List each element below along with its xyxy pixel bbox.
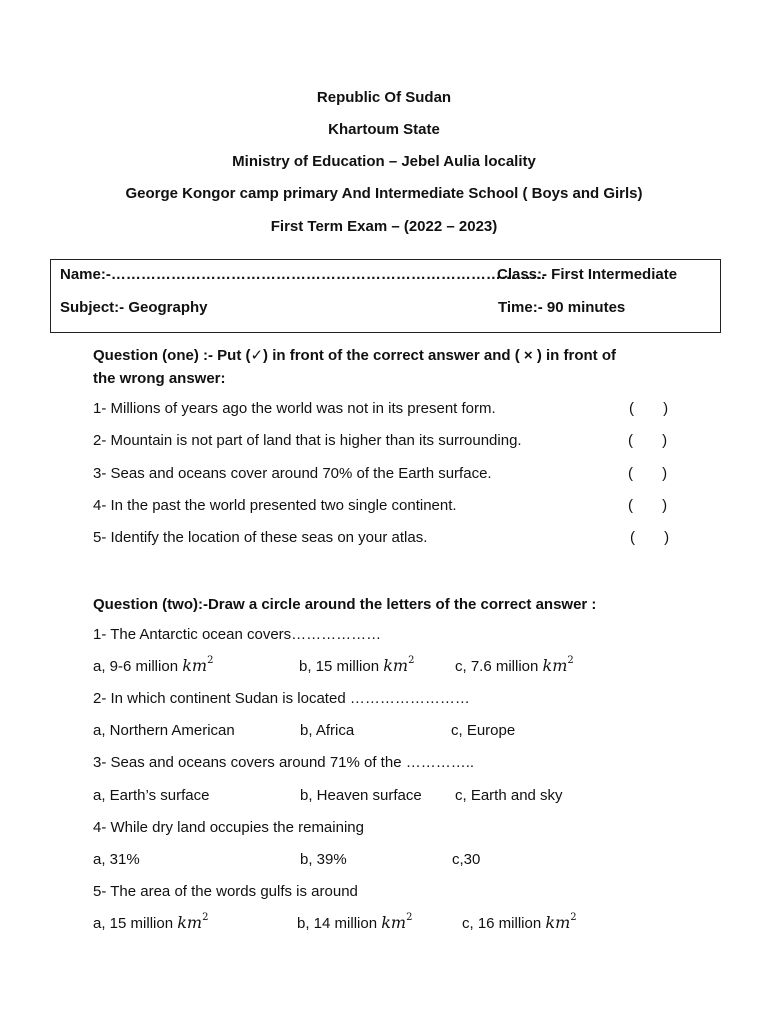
q2-question-1: 1- The Antarctic ocean covers………………	[93, 626, 382, 643]
unit-km2: $km^2$	[381, 911, 413, 932]
subject-label: Subject:- Geography	[60, 299, 208, 316]
option-text: a, 9-6 million	[93, 658, 179, 675]
q2-question-2: 2- In which continent Sudan is located ……………………	[93, 690, 470, 707]
q1-item-2: 2- Mountain is not part of land that is higher than its surrounding.	[93, 432, 522, 449]
q2-5-option-c[interactable]	[462, 913, 577, 932]
header-exam: First Term Exam – (2022 – 2023)	[270, 218, 498, 235]
option-text: b, 15 million	[299, 658, 380, 675]
header-country: Republic Of Sudan	[316, 89, 452, 106]
q1-item-5: 5- Identify the location of these seas on your atlas.	[93, 529, 428, 546]
q1-answer-blank-2[interactable]: ( )	[628, 432, 668, 449]
header-state: Khartoum State	[328, 121, 440, 138]
q1-item-1: 1- Millions of years ago the world was not in its present form.	[93, 400, 496, 417]
q2-4-option-a[interactable]: a, 31%	[93, 851, 140, 868]
q2-5-option-b[interactable]	[297, 913, 412, 932]
q2-1-option-a[interactable]	[93, 656, 213, 675]
question-one-title-line2: the wrong answer:	[93, 370, 226, 387]
option-text: b, 14 million	[297, 915, 378, 932]
q1-answer-blank-3[interactable]: ( )	[628, 465, 668, 482]
option-text: c, 16 million	[462, 915, 542, 932]
q2-1-option-c[interactable]	[455, 656, 574, 675]
question-one-title	[93, 344, 616, 390]
option-text: a, 15 million	[93, 915, 174, 932]
class-label: Class:- First Intermediate	[497, 266, 678, 283]
q1-answer-blank-5[interactable]: ( )	[630, 529, 670, 546]
q1-answer-blank-4[interactable]: ( )	[628, 497, 668, 514]
q1-item-4: 4- In the past the world presented two single continent.	[93, 497, 457, 514]
unit-km2: $km^2$	[383, 654, 415, 675]
q2-5-option-a[interactable]	[93, 913, 208, 932]
unit-km2: $km^2$	[177, 911, 209, 932]
unit-km2: $km^2$	[182, 654, 214, 675]
q2-4-option-b[interactable]: b, 39%	[300, 851, 347, 868]
header-school: George Kongor camp primary And Intermediate School ( Boys and Girls)	[125, 185, 643, 202]
q2-2-option-c[interactable]: c, Europe	[451, 722, 516, 739]
q2-3-option-c[interactable]: c, Earth and sky	[455, 787, 563, 804]
question-one-title-line1: Question (one) :- Put (✓) in front of the correct answer and ( × ) in front of	[93, 347, 616, 364]
q2-question-5: 5- The area of the words gulfs is around	[93, 883, 358, 900]
q2-question-3: 3- Seas and oceans covers around 71% of the …………..	[93, 754, 475, 771]
option-text: c, 7.6 million	[455, 658, 539, 675]
q2-question-4: 4- While dry land occupies the remaining	[93, 819, 364, 836]
q1-answer-blank-1[interactable]: ( )	[629, 400, 669, 417]
header-ministry: Ministry of Education – Jebel Aulia locality	[232, 153, 536, 170]
q2-1-option-b[interactable]	[299, 656, 414, 675]
q1-item-3: 3- Seas and oceans cover around 70% of the Earth surface.	[93, 465, 492, 482]
time-label: Time:- 90 minutes	[498, 299, 626, 316]
q2-4-option-c[interactable]: c,30	[452, 851, 481, 868]
unit-km2: $km^2$	[542, 654, 574, 675]
q2-2-option-b[interactable]: b, Africa	[300, 722, 355, 739]
name-field[interactable]: Name:-……………………………………………………………………………	[60, 266, 546, 283]
unit-km2: $km^2$	[545, 911, 577, 932]
q2-3-option-b[interactable]: b, Heaven surface	[300, 787, 422, 804]
q2-3-option-a[interactable]: a, Earth’s surface	[93, 787, 210, 804]
q2-2-option-a[interactable]: a, Northern American	[93, 722, 235, 739]
question-two-title: Question (two):-Draw a circle around the letters of the correct answer :	[93, 596, 597, 613]
